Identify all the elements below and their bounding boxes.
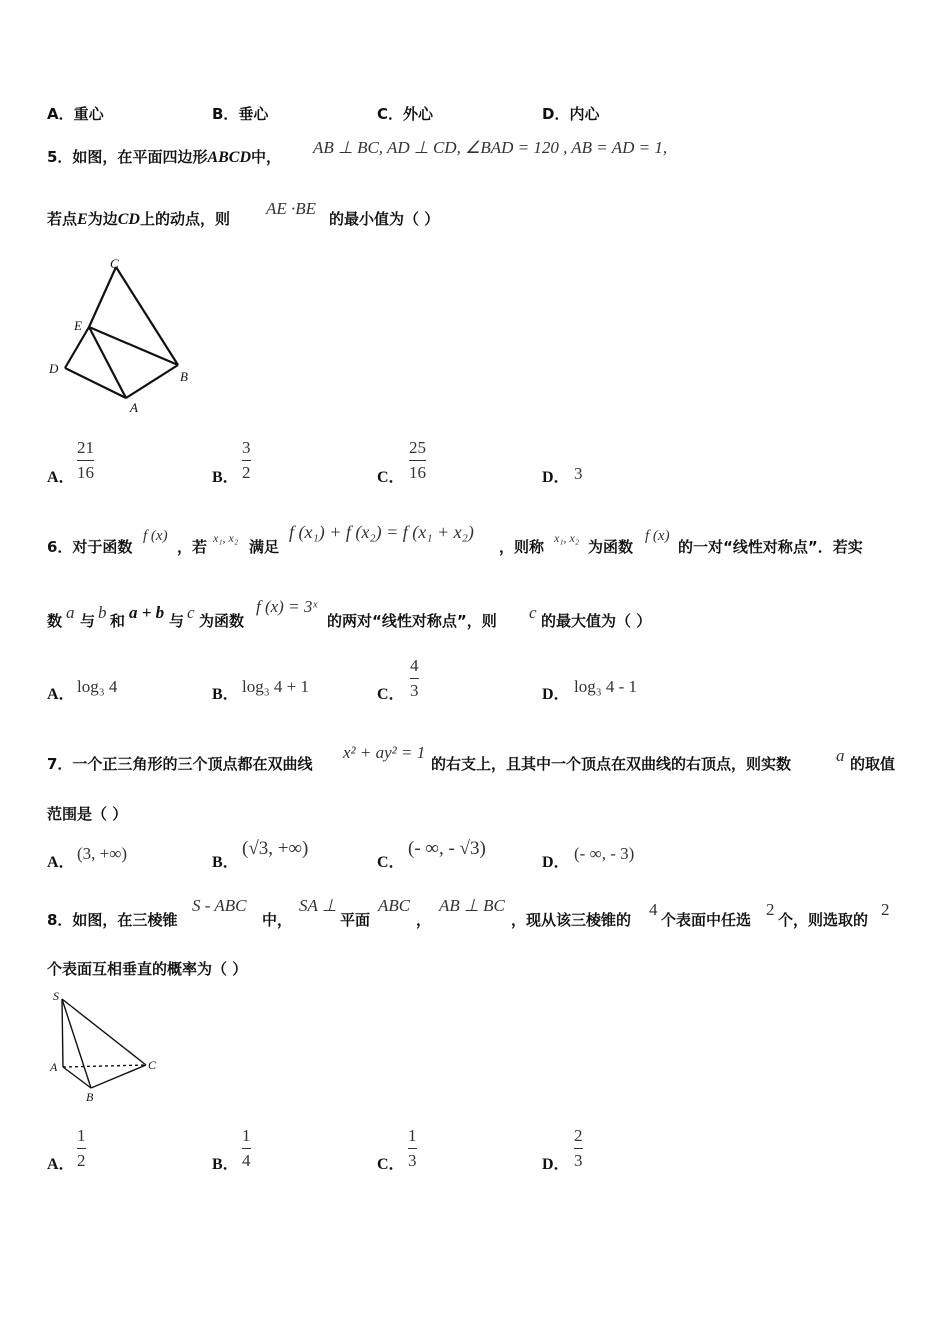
q5-option-c-label: C．	[377, 469, 405, 486]
q5-line2d: 的最小值为（ ）	[329, 210, 440, 228]
q6-t3: 满足	[249, 538, 280, 556]
edge-ab	[63, 1067, 91, 1088]
edge-ac-hidden	[63, 1065, 146, 1067]
q7-option-d-value: (- ∞, - 3)	[574, 844, 635, 863]
edge-sa	[62, 999, 63, 1067]
q8-line2: 个表面互相垂直的概率为（ ）	[47, 960, 248, 978]
q8-d-den: 3	[574, 1151, 583, 1170]
q5-a-den: 16	[77, 463, 94, 482]
q8-option-b-fraction	[242, 1126, 251, 1171]
q4-option-c: C．外心	[377, 105, 434, 123]
q8-two-b: 2	[881, 900, 890, 919]
q6-option-a-value: log₃ 4	[77, 677, 118, 696]
label-s: S	[53, 989, 59, 1003]
q8-t2: 中，	[262, 911, 293, 929]
q8-t3: 平面	[340, 911, 371, 929]
q8-a-den: 2	[77, 1151, 86, 1170]
q6-l2c: 和	[110, 612, 126, 630]
q6-l2e: 为函数	[199, 612, 245, 630]
q6-l2d: 与	[169, 612, 185, 630]
q7-t3: 的取值	[850, 755, 896, 773]
edge-cb	[116, 267, 178, 365]
q7-t1: 7．一个正三角形的三个顶点都在双曲线	[47, 755, 313, 773]
q6-fx-b: f (x)	[645, 528, 670, 544]
q5-b-den: 2	[242, 463, 251, 482]
q4-option-d: D．内心	[542, 105, 600, 123]
q7-option-a-value: (3, +∞)	[77, 844, 128, 863]
q7-option-b-value: (√3, +∞)	[242, 838, 309, 859]
q8-t4: ，	[416, 911, 432, 929]
q8-t6: 个表面中任选	[661, 911, 752, 929]
q7-t2: 的右支上，且其中一个顶点在双曲线的右顶点，则实数	[431, 755, 792, 773]
q8-abc: ABC	[378, 896, 411, 915]
q6-option-d-value: log₃ 4 - 1	[574, 677, 638, 696]
label-d: D	[49, 361, 59, 376]
q8-c-den: 3	[408, 1151, 417, 1170]
q4-option-b: B．垂心	[212, 105, 269, 123]
q8-t7: 个，则选取的	[778, 911, 869, 929]
q8-two: 2	[766, 900, 775, 919]
q6-option-b-value: log₃ 4 + 1	[242, 677, 309, 696]
q5-c-num: 25	[409, 438, 426, 457]
q6-function: f (x) = 3ˣ	[256, 597, 318, 616]
q5-figure	[44, 255, 204, 420]
q6-option-b-label: B．	[212, 686, 239, 703]
label-c: C	[110, 256, 119, 271]
q8-b-num: 1	[242, 1126, 251, 1145]
q6-t4: ，则称	[499, 538, 545, 556]
q8-c-num: 1	[408, 1126, 417, 1145]
q5-e: E	[77, 211, 88, 228]
q5-lead: 5．如图，在平面四边形	[47, 148, 208, 166]
q8-t1: 8．如图，在三棱锥	[47, 911, 178, 929]
q5-option-a-label: A．	[47, 469, 75, 486]
q5-a-num: 21	[77, 438, 94, 457]
q8-option-b-label: B．	[212, 1156, 239, 1173]
q6-x12b: x₁, x₂	[554, 531, 579, 545]
q8-option-a-fraction	[77, 1126, 86, 1171]
q8-option-c-fraction	[408, 1126, 417, 1171]
q5-line2b: 为边	[87, 210, 118, 228]
q8-option-d-label: D．	[542, 1156, 570, 1173]
edge-sc	[62, 999, 146, 1065]
q6-c-den: 3	[410, 681, 419, 700]
q5-option-b-fraction	[242, 438, 251, 483]
q8-t5: ，现从该三棱锥的	[511, 911, 632, 929]
edge-ea	[89, 327, 126, 398]
q8-option-d-fraction	[574, 1126, 583, 1171]
q6-a: a	[66, 603, 75, 622]
label-e: E	[74, 318, 82, 333]
q6-c-num: 4	[410, 656, 419, 675]
q5-stem-line1	[47, 146, 281, 167]
q6-c2: c	[529, 603, 537, 622]
q7-option-d-label: D．	[542, 854, 570, 871]
q5-cd: CD	[117, 211, 140, 228]
q6-l2b: 与	[80, 612, 96, 630]
edge-ad	[65, 368, 126, 398]
edge-ec	[89, 267, 116, 327]
q5-option-c-fraction	[409, 438, 426, 483]
label-a: A	[50, 1060, 58, 1074]
q6-t6: 的一对“线性对称点”．若实	[678, 538, 863, 556]
q8-sa: SA ⊥	[299, 896, 337, 915]
q5-b-num: 3	[242, 438, 251, 457]
q7-curve: x² + ay² = 1	[343, 743, 426, 762]
label-b: B	[180, 369, 188, 384]
edge-sb	[62, 999, 91, 1088]
edge-eb	[89, 327, 178, 365]
q6-c: c	[187, 603, 195, 622]
q5-condition: AB ⊥ BC, AD ⊥ CD, ∠BAD = 120 , AB = AD = 1,	[313, 138, 668, 157]
q5-zhong: 中，	[251, 148, 282, 166]
q6-option-c-fraction	[410, 656, 419, 701]
q6-x12: x₁, x₂	[213, 531, 238, 545]
q8-figure	[44, 985, 169, 1105]
edge-ba	[126, 365, 178, 398]
q6-b: b	[98, 603, 107, 622]
q6-t1: 6．对于函数	[47, 538, 133, 556]
q6-l2a: 数	[47, 612, 63, 630]
q7-option-c-label: C．	[377, 854, 405, 871]
q5-stem-line2	[47, 208, 230, 229]
q7-option-c-value: (- ∞, - √3)	[408, 838, 486, 859]
q8-d-num: 2	[574, 1126, 583, 1145]
q7-option-a-label: A．	[47, 854, 75, 871]
label-c: C	[148, 1058, 157, 1072]
q5-abcd: ABCD	[207, 149, 252, 166]
q5-option-b-label: B．	[212, 469, 239, 486]
q6-option-d-label: D．	[542, 686, 570, 703]
q5-option-d-value: 3	[574, 464, 583, 483]
q5-option-a-fraction	[77, 438, 94, 483]
q6-option-a-label: A．	[47, 686, 75, 703]
q8-a-num: 1	[77, 1126, 86, 1145]
q5-option-d-label: D．	[542, 469, 570, 486]
q5-expression: AE ·BE	[266, 199, 317, 218]
q8-option-c-label: C．	[377, 1156, 405, 1173]
q7-option-b-label: B．	[212, 854, 239, 871]
q6-t5: 为函数	[588, 538, 634, 556]
q5-c-den: 16	[409, 463, 426, 482]
q6-equation: f (x₁) + f (x₂) = f (x₁ + x₂)	[289, 522, 474, 542]
q6-fx: f (x)	[143, 528, 168, 544]
q6-l2f: 的两对“线性对称点”，则	[327, 612, 497, 630]
q6-l2g: 的最大值为（ ）	[541, 612, 652, 630]
q6-a-plus-b: a + b	[129, 603, 165, 622]
label-b: B	[86, 1090, 94, 1104]
q8-sabc: S - ABC	[192, 896, 247, 915]
q5-line2a: 若点	[47, 210, 78, 228]
q8-option-a-label: A．	[47, 1156, 75, 1173]
q6-t2: ，若	[177, 538, 208, 556]
q8-ab-perp-bc: AB ⊥ BC	[439, 896, 505, 915]
q8-b-den: 4	[242, 1151, 251, 1170]
edge-bc	[91, 1065, 146, 1088]
q7-line2: 范围是（ ）	[47, 805, 128, 823]
q5-line2c: 上的动点，则	[139, 210, 230, 228]
q8-four: 4	[649, 900, 658, 919]
q4-option-a: A．重心	[47, 105, 104, 123]
edge-de	[65, 327, 89, 368]
q7-a: a	[836, 746, 845, 765]
label-a: A	[130, 400, 138, 415]
q6-option-c-label: C．	[377, 686, 405, 703]
